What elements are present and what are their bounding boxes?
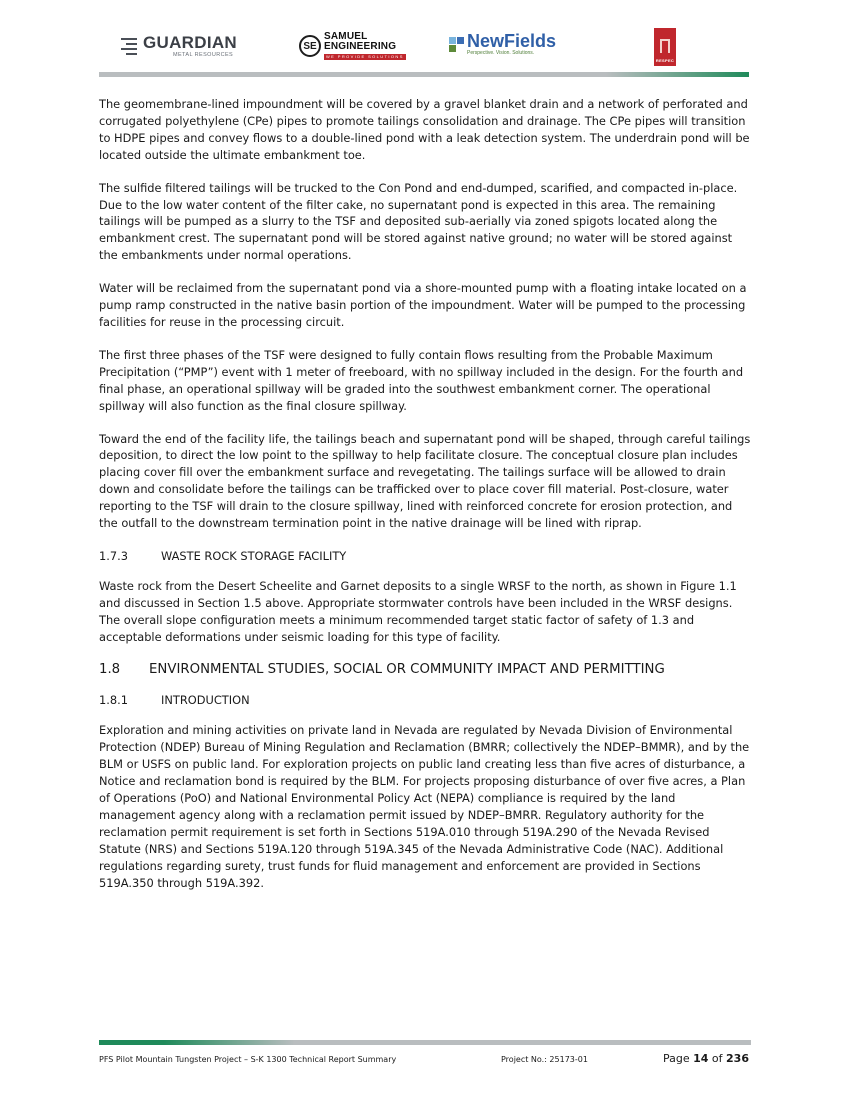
newfields-tagline: Perspective. Vision. Solutions. <box>467 50 535 56</box>
newfields-squares-icon <box>449 37 464 52</box>
section-number: 1.7.3 <box>99 548 128 563</box>
guardian-logo <box>121 34 237 59</box>
header-divider <box>99 72 749 77</box>
document-body <box>99 96 751 907</box>
section-heading-1-8-1 <box>99 692 751 709</box>
paragraph: The sulfide filtered tailings will be trucked to the Con Pond and end-dumped, scarified, and compacted in-place. Due to the low water content of the filter cake, no supernatant pond is expected in this area. The remaining tailings will be pumped as a slurry to the TSF and deposited sub-aerially via zoned spigots located along the embankment crest. The supernatant pond will be stored against native ground; no water will be stored against the embankments under normal operations. <box>99 180 738 263</box>
section-title: WASTE ROCK STORAGE FACILITY <box>161 548 347 563</box>
footer-report-title: PFS Pilot Mountain Tungsten Project – S-K 1300 Technical Report Summary <box>99 1055 397 1064</box>
guardian-subtitle: METAL RESOURCES <box>173 52 234 58</box>
page-label: Page <box>662 1052 690 1065</box>
page-of-label: of <box>711 1052 723 1065</box>
paragraph: Waste rock from the Desert Scheelite and Garnet deposits to a single WRSF to the north, as shown in Figure 1.1 and discussed in Section 1.5 above. Appropriate stormwater controls have been included in the WRSF designs. The overall slope configuration meets a minimum recommended target static factor of safety of 1.3 and acceptable deformations under seismic loading for this type of facility. <box>99 578 737 644</box>
page-footer <box>99 1052 751 1070</box>
respec-name: RESPEC <box>655 58 675 63</box>
se-circle-icon: SE <box>299 35 321 57</box>
samuel-tagline: WE PROVIDE SOLUTIONS <box>326 54 404 59</box>
page-number <box>663 1052 749 1065</box>
paragraph: The geomembrane-lined impoundment will be covered by a gravel blanket drain and a network of perforated and corrugated polyethylene (CPe) pipes to promote tailings consolidation and drainage. The CPe pipes will transition to HDPE pipes and convey flows to a double-lined pond with a leak detection system. The underdrain pond will be located outside the ultimate embankment toe. <box>99 97 750 162</box>
respec-logo <box>654 28 676 66</box>
guardian-name: GUARDIAN <box>143 33 238 52</box>
section-heading-1-7-3 <box>99 548 751 565</box>
respec-mark-icon <box>660 39 670 53</box>
section-title: ENVIRONMENTAL STUDIES, SOCIAL OR COMMUNITY IMPACT AND PERMITTING <box>149 662 665 678</box>
paragraph: The first three phases of the TSF were designed to fully contain flows resulting from the Probable Maximum Precipitation (“PMP”) event with 1 meter of freeboard, with no spillway included in the design. For the fourth and final phase, an operational spillway will be graded into the southwest embankment corner. The operational spillway will also function as the final closure spillway. <box>99 347 744 413</box>
paragraph: Exploration and mining activities on private land in Nevada are regulated by Nevada Division of Environmental Protection (NDEP) Bureau of Mining Regulation and Reclamation (BMRR; collectively the NDEP–BMMR), and by the BLM or USFS on public land. For exploration projects on public land creating less than five acres of disturbance, a Notice and reclamation bond is required by the BLM. For projects proposing disturbance of over five acres, a Plan of Operations (PoO) and National Environmental Policy Act (NEPA) compliance is required by the land management agency along with a reclamation permit issued by NDEP–BMRR. Regulatory authority for the reclamation permit requirement is set forth in Sections 519A.010 through 519A.290 of the Nevada Revised Statute (NRS) and Sections 519A.120 through 519A.345 of the Nevada Administrative Code (NAC). Additional regulations regarding surety, trust funds for fluid management and enforcement are provided in Sections 519A.350 through 519A.392. <box>99 723 750 890</box>
samuel-engineering-logo <box>299 32 406 60</box>
section-title: INTRODUCTION <box>161 693 250 708</box>
page-current: 14 <box>693 1052 709 1065</box>
section-number: 1.8.1 <box>99 693 128 708</box>
footer-divider <box>99 1040 751 1045</box>
footer-project-number: Project No.: 25173-01 <box>501 1055 588 1064</box>
newfields-logo <box>449 32 556 56</box>
samuel-name-line1: SAMUEL <box>324 31 368 42</box>
section-number: 1.8 <box>99 662 121 678</box>
page-header <box>99 26 749 72</box>
paragraph: Toward the end of the facility life, the tailings beach and supernatant pond will be shaped, through careful tailings deposition, to direct the low point to the spillway to help facilitate closure. The conceptual closure plan includes placing cover fill over the embankment surface and revegetating. The tailings surface will be allowed to drain down and consolidate before the tailings can be trafficked over to place cover fill material. Post-closure, water reporting to the TSF will drain to the closure spillway, lined with reinforced concrete for erosion protection, and the outfall to the downstream termination point in the native drainage will be lined with riprap. <box>99 431 751 531</box>
samuel-name-line2: ENGINEERING <box>324 41 397 52</box>
newfields-name: NewFields <box>467 31 557 51</box>
paragraph: Water will be reclaimed from the supernatant pond via a shore-mounted pump with a floating intake located on a pump ramp constructed in the native basin portion of the impoundment. Water will be pumped to the processing facilities for reuse in the processing circuit. <box>99 281 747 329</box>
section-heading-1-8 <box>99 661 751 679</box>
guardian-mark-icon <box>121 38 137 55</box>
page-total: 236 <box>726 1052 749 1065</box>
